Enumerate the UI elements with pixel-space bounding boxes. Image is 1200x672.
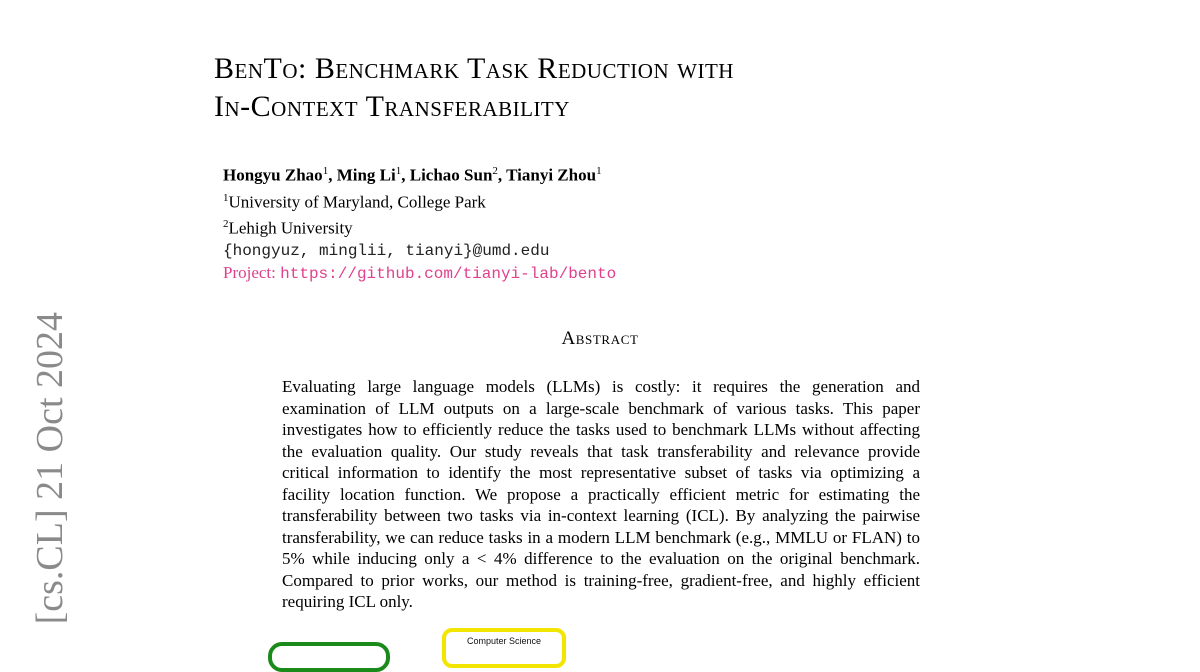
figure-badge-green xyxy=(268,642,390,672)
author-list: Hongyu Zhao$^1$, Ming Li$^1$, Lichao Sun$^2$, Tianyi Zhou$^1$ xyxy=(223,165,602,185)
title-line-2: In-Context Transferability xyxy=(214,90,570,123)
affiliation-2 xyxy=(223,213,616,240)
abstract-heading: Abstract xyxy=(561,328,639,349)
title-line-1: BenTo: Benchmark Task Reduction with xyxy=(214,52,734,85)
author-name: Hongyu Zhao xyxy=(223,165,323,185)
author-name: Tianyi Zhou xyxy=(506,165,597,185)
author-name: Ming Li xyxy=(336,165,396,185)
affiliation-mark: 1 xyxy=(223,191,229,204)
paper-title xyxy=(214,50,974,126)
author-name: Lichao Sun xyxy=(409,165,493,185)
author-affiliation-mark: 1 xyxy=(596,165,602,177)
figure-label: Computer Science xyxy=(466,636,542,646)
affiliation-mark: 2 xyxy=(223,218,229,231)
affiliation-name: Lehigh University xyxy=(228,218,353,238)
author-affiliation-mark: 1 xyxy=(322,165,329,177)
project-link[interactable]: https://github.com/tianyi-lab/bento xyxy=(280,264,617,283)
author-emails: {hongyuz, minglii, tianyi}@umd.edu xyxy=(223,241,550,260)
arxiv-stamp-text: [cs.CL] 21 Oct 2024 xyxy=(29,312,71,625)
author-block xyxy=(223,160,616,285)
project-label: Project: xyxy=(223,262,276,282)
author-affiliation-mark: 2 xyxy=(492,165,498,177)
arxiv-side-stamp xyxy=(24,312,76,648)
affiliation-1 xyxy=(223,187,616,214)
author-affiliation-mark: 1 xyxy=(395,165,402,177)
abstract-text: Evaluating large language models (LLMs) is costly: it requires the generation and examination of LLM outputs on a large-scale benchmark of various tasks. This paper investigates how to efficiently reduce the tasks used to benchmark LLMs without affecting the evaluation quality. Our study reveals that task transferability and relevance provide critical information to identify the most representative subset of tasks via optimizing a facility location function. We propose a practically efficient metric for estimating the transferability between two tasks via in-context learning (ICL). By analyzing the pairwise transferability, we can reduce tasks in a modern LLM benchmark (e.g., MMLU or FLAN) to 5% while inducing only a < 4% difference to the evaluation on the original benchmark. Compared to prior works, our method is training-free, gradient-free, and highly efficient requiring ICL only. xyxy=(282,377,920,611)
affiliation-name: University of Maryland, College Park xyxy=(228,192,486,212)
project-line xyxy=(223,262,616,285)
figure-badge-yellow xyxy=(442,628,566,668)
